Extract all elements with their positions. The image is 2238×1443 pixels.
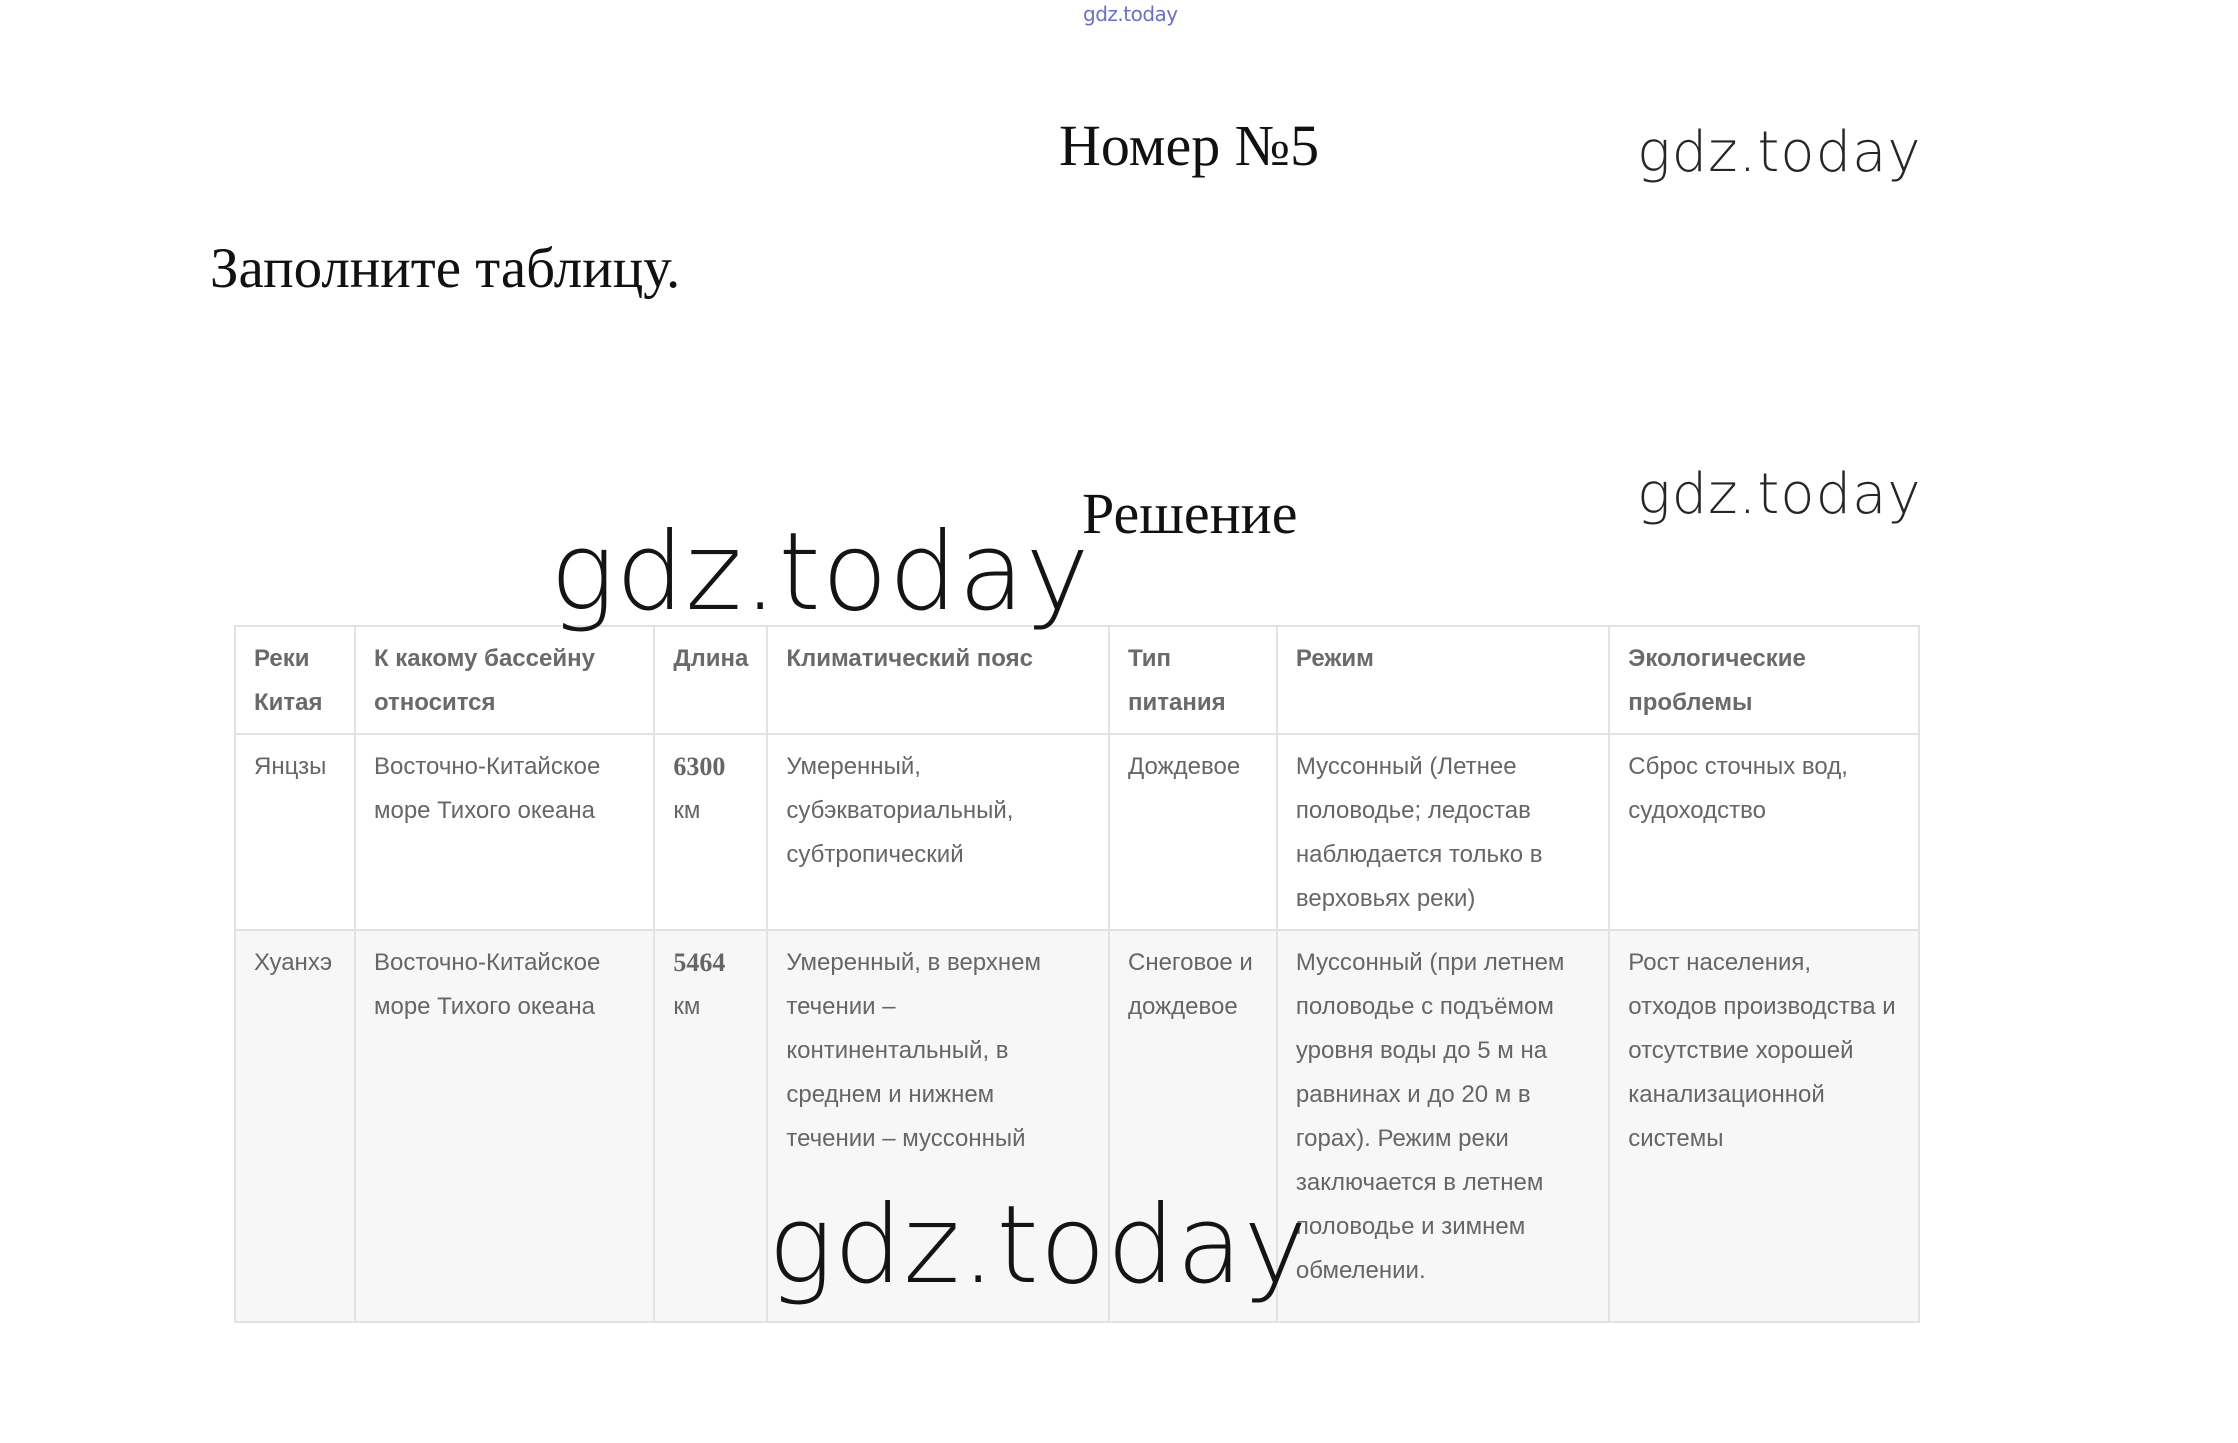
table-row	[235, 734, 1919, 930]
cell-regime: Муссонный (Летнее половодье; ледостав наблюдается только в верховьях реки)	[1277, 734, 1609, 930]
header-climate: Климатический пояс	[767, 626, 1109, 734]
length-unit: км	[673, 797, 701, 824]
watermark-top: gdz.today	[1083, 2, 1178, 26]
cell-feeding: Снеговое и дождевое	[1109, 930, 1277, 1322]
cell-basin: Восточно-Китайское море Тихого океана	[355, 930, 654, 1322]
cell-feeding: Дождевое	[1109, 734, 1277, 930]
header-length: Длина	[654, 626, 767, 734]
watermark-right-1: gdz.today	[1637, 120, 1922, 185]
header-ecology: Экологические проблемы	[1609, 626, 1919, 734]
solution-title: Решение	[1082, 481, 1298, 546]
task-text: Заполните таблицу.	[210, 237, 681, 300]
header-feeding: Тип питания	[1109, 626, 1277, 734]
cell-river: Янцзы	[235, 734, 355, 930]
watermark-right-2: gdz.today	[1637, 462, 1922, 527]
watermark-large-1: gdz.today	[550, 510, 1091, 635]
table-row	[235, 930, 1919, 1322]
rivers-table	[234, 625, 1920, 1323]
cell-length	[654, 734, 767, 930]
cell-ecology: Сброс сточных вод, судоходство	[1609, 734, 1919, 930]
length-value: 6300	[673, 752, 726, 781]
length-value: 5464	[673, 948, 726, 977]
problem-number-title: Номер №5	[1059, 113, 1320, 178]
table-header-row	[235, 626, 1919, 734]
header-river: Реки Китая	[235, 626, 355, 734]
cell-basin: Восточно-Китайское море Тихого океана	[355, 734, 654, 930]
cell-climate: Умеренный, субэкваториальный, субтропический	[767, 734, 1109, 930]
header-basin: К какому бассейну относится	[355, 626, 654, 734]
cell-ecology: Рост населения, отходов производства и отсутствие хорошей канализационной системы	[1609, 930, 1919, 1322]
watermark-large-2: gdz.today	[768, 1183, 1309, 1308]
cell-length	[654, 930, 767, 1322]
cell-climate: Умеренный, в верхнем течении – континентальный, в среднем и нижнем течении – муссонный	[767, 930, 1109, 1322]
cell-regime: Муссонный (при летнем половодье с подъёмом уровня воды до 5 м на равнинах и до 20 м в горах). Режим реки заключается в летнем половодье и зимнем обмелении.	[1277, 930, 1609, 1322]
length-unit: км	[673, 993, 701, 1020]
header-regime: Режим	[1277, 626, 1609, 734]
cell-river: Хуанхэ	[235, 930, 355, 1322]
